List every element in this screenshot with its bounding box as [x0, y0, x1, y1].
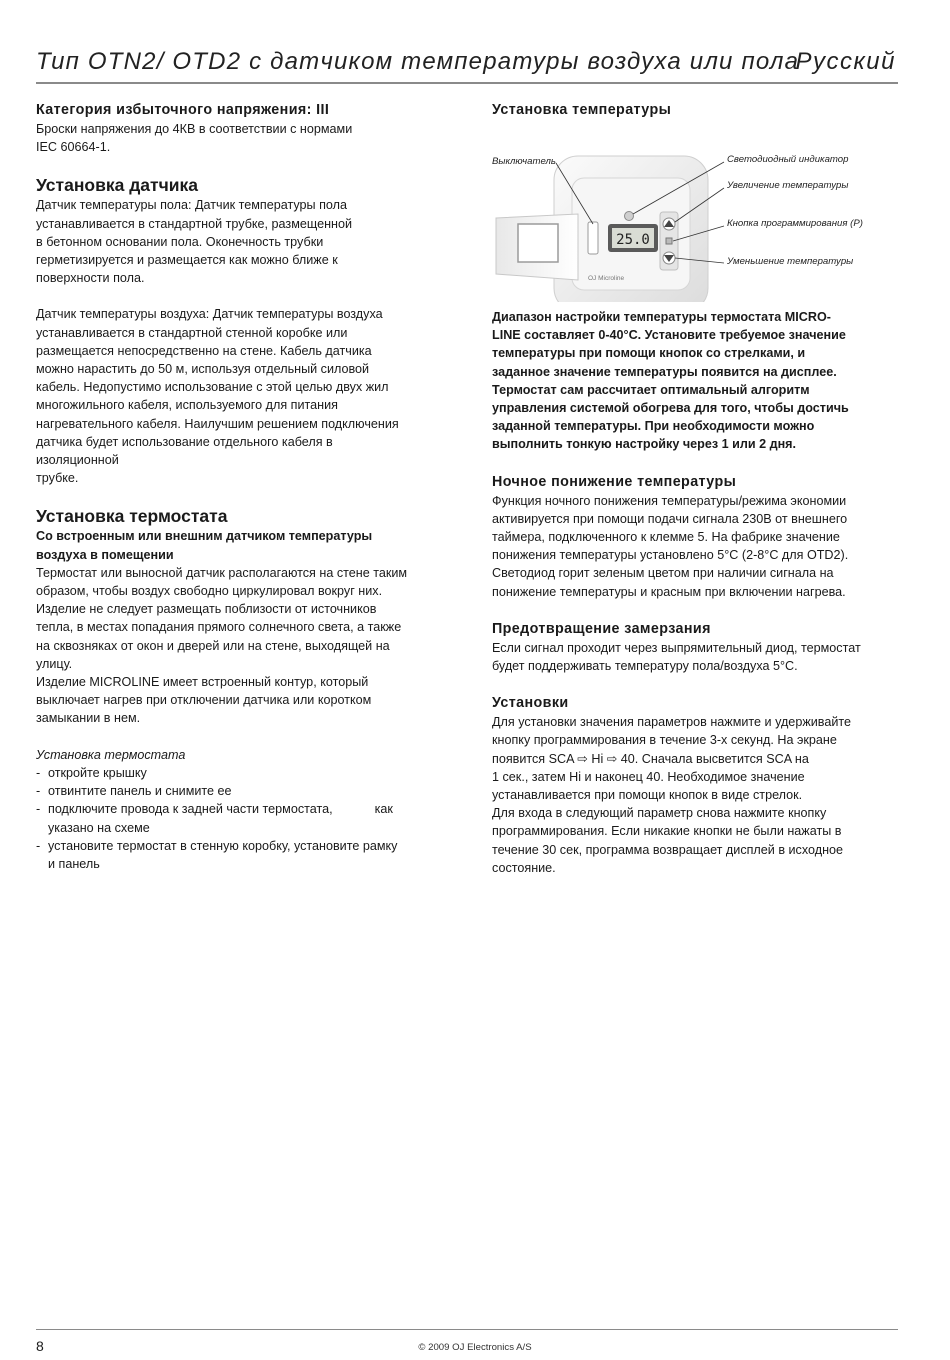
frost-text — [492, 639, 892, 675]
text-line: выключает нагрев при отключении датчика или коротком — [36, 693, 372, 708]
text-line: Броски напряжения до 4КВ в соответствии с нормами — [36, 122, 353, 136]
text-line: LINE составляет 0-40°C. Установите требуемое значение — [492, 328, 846, 343]
settings-heading: Установки — [492, 695, 569, 712]
list-item: - откройте крышку — [36, 764, 436, 782]
thermostat-figure — [492, 132, 892, 302]
text-line: в бетонном основании пола. Оконечность трубки — [36, 234, 324, 249]
language-label: Русский — [795, 48, 896, 75]
text-line: таймера, подключенного к клемме 5. На фабрике значение — [492, 530, 840, 545]
display-value: 25.0 — [616, 232, 650, 248]
text-line: IEC 60664-1. — [36, 140, 111, 155]
text-line: изоляционной — [36, 453, 119, 468]
text-line: Датчик температуры воздуха: Датчик температуры воздуха — [36, 307, 383, 322]
left-column — [36, 100, 436, 873]
text-line: 1 сек., затем Hi и наконец 40. Необходимое значение — [492, 769, 805, 784]
right-column — [492, 100, 892, 877]
text-line: Изделие не следует размещать поблизости от источников — [36, 602, 377, 617]
text-line: Если сигнал проходит через выпрямительный диод, термостат — [492, 640, 861, 655]
thermostat-install-subheading — [36, 527, 436, 563]
text-line: управления системой обогрева для того, чтобы достичь — [492, 401, 849, 416]
thermostat-install-heading: Установка термостата — [36, 506, 228, 527]
text-line: заданной температуры. При необходимости можно — [492, 419, 815, 434]
text-line: образом, чтобы воздух свободно циркулировал вокруг них. — [36, 584, 383, 599]
device-brand: OJ Microline — [588, 275, 625, 282]
callout-increase: Увеличение температуры — [727, 180, 849, 191]
footer-divider — [36, 1329, 898, 1330]
text-line: можно нарастить до 50 м, используя отдельный силовой — [36, 362, 370, 377]
header-divider — [36, 82, 898, 84]
text-line: будет поддерживать температуру пола/воздуха 5°C. — [492, 659, 798, 674]
settings-text — [492, 713, 892, 877]
page-title: Тип OTN2/ OTD2 с датчиком температуры воздуха или пола — [36, 48, 800, 75]
text-line: выполнить тонкую настройку через 1 или 2 дня. — [492, 437, 797, 452]
page-number: 8 — [36, 1338, 44, 1354]
overvoltage-section — [36, 100, 436, 156]
floor-sensor-text — [36, 196, 436, 287]
text-line: Диапазон настройки температуры термостата MICRO- — [492, 310, 831, 324]
text-line: понижение температуры и красным при включении нагрева. — [492, 584, 846, 599]
install-steps-title: Установка термостата — [36, 747, 186, 762]
overvoltage-text — [36, 120, 436, 156]
text-line: состояние. — [492, 860, 556, 875]
temp-setting-heading: Установка температуры — [492, 102, 672, 118]
text-line: трубке. — [36, 471, 79, 486]
text-line: Со встроенным или внешним датчиком температуры — [36, 529, 373, 544]
text-line: размещается непосредственно на стене. Кабель датчика — [36, 343, 372, 358]
text-line: программирования. Если никакие кнопки не были нажаты в — [492, 824, 842, 839]
text-line: активируется при помощи подачи сигнала 230В от внешнего — [492, 511, 848, 526]
text-line: понижения температуры установлено 5°C (2-8°C для OTD2). — [492, 548, 849, 563]
frost-heading: Предотвращение замерзания — [492, 620, 711, 637]
text-line: замыкании в нем. — [36, 711, 141, 726]
copyright: © 2009 OJ Electronics A/S — [418, 1342, 532, 1353]
text-line: устанавливается при помощи кнопок в виде стрелок. — [492, 788, 803, 803]
text-line: на сквозняках от окон и дверей или на стене, выходящей на — [36, 638, 390, 653]
text-line: устанавливается в стандартной трубке, размещенной — [36, 216, 353, 231]
sensor-install-section — [36, 174, 436, 487]
thermostat-install-text — [36, 564, 436, 728]
text-line: улицу. — [36, 656, 73, 671]
text-line: температуры при помощи кнопок со стрелками, и — [492, 346, 806, 361]
night-setback-section — [492, 472, 892, 601]
night-setback-text — [492, 492, 892, 601]
temp-setting-section — [492, 100, 892, 454]
text-line: тепла, в местах попадания прямого солнечного света, а также — [36, 620, 402, 635]
text-line: Термостат сам рассчитает оптимальный алгоритм — [492, 382, 810, 397]
text-line: воздуха в помещении — [36, 547, 174, 562]
list-item: - отвинтите панель и снимите ее — [36, 782, 436, 800]
callout-program: Кнопка программирования (P) — [727, 218, 863, 229]
sensor-install-heading: Установка датчика — [36, 175, 199, 196]
text-line: герметизируется и размещается как можно ближе к — [36, 253, 338, 268]
overvoltage-heading: Категория избыточного напряжения: III — [36, 102, 330, 118]
air-sensor-text — [36, 305, 436, 487]
settings-section — [492, 693, 892, 877]
frost-section — [492, 619, 892, 675]
lid-window — [518, 224, 558, 262]
temp-setting-text — [492, 308, 892, 454]
text-line: Светодиод горит зеленым цветом при наличии сигнала на — [492, 566, 834, 581]
callout-switch: Выключатель — [492, 156, 556, 167]
led-indicator — [625, 212, 634, 221]
text-line: кнопку программирования в течение 3-х секунд. На экране — [492, 733, 837, 748]
text-line: заданное значение температуры появится на дисплее. — [492, 364, 837, 379]
text-line: поверхности пола. — [36, 271, 145, 286]
text-line: течение 30 сек, программа возвращает дисплей в исходное — [492, 842, 844, 857]
night-setback-heading: Ночное понижение температуры — [492, 473, 737, 490]
text-line: Для входа в следующий параметр снова нажмите кнопку — [492, 806, 827, 821]
text-line: нагревательного кабеля. Наилучшим решением подключения — [36, 416, 399, 431]
text-line: устанавливается в стандартной стенной коробке или — [36, 325, 348, 340]
callout-decrease: Уменьшение температуры — [727, 256, 854, 267]
callout-led: Светодиодный индикатор — [727, 154, 849, 165]
text-line: датчика будет использование отдельного кабеля в — [36, 434, 333, 449]
text-line: Для установки значения параметров нажмите и удерживайте — [492, 715, 851, 730]
install-steps-list — [36, 764, 436, 873]
thermostat-install-section — [36, 505, 436, 873]
text-line: Датчик температуры пола: Датчик температуры пола — [36, 198, 347, 213]
text-line: Функция ночного понижения температуры/режима экономии — [492, 493, 847, 508]
list-item: - установите термостат в стенную коробку, установите рамку и панель — [36, 837, 436, 873]
text-line: Изделие MICROLINE имеет встроенный контур, который — [36, 675, 369, 690]
text-line: появится SCA ⇨ Hi ⇨ 40. Сначала высветится SCA на — [492, 751, 809, 766]
list-item: - подключите провода к задней части термостата, как указано на схеме — [36, 800, 436, 836]
text-line: Термостат или выносной датчик располагаются на стене таким — [36, 565, 408, 580]
program-button-icon — [666, 238, 672, 244]
text-line: кабель. Недопустимо использование с этой целью двух жил — [36, 380, 389, 395]
text-line: многожильного кабеля, используемого для питания — [36, 398, 338, 413]
power-switch — [588, 222, 598, 254]
